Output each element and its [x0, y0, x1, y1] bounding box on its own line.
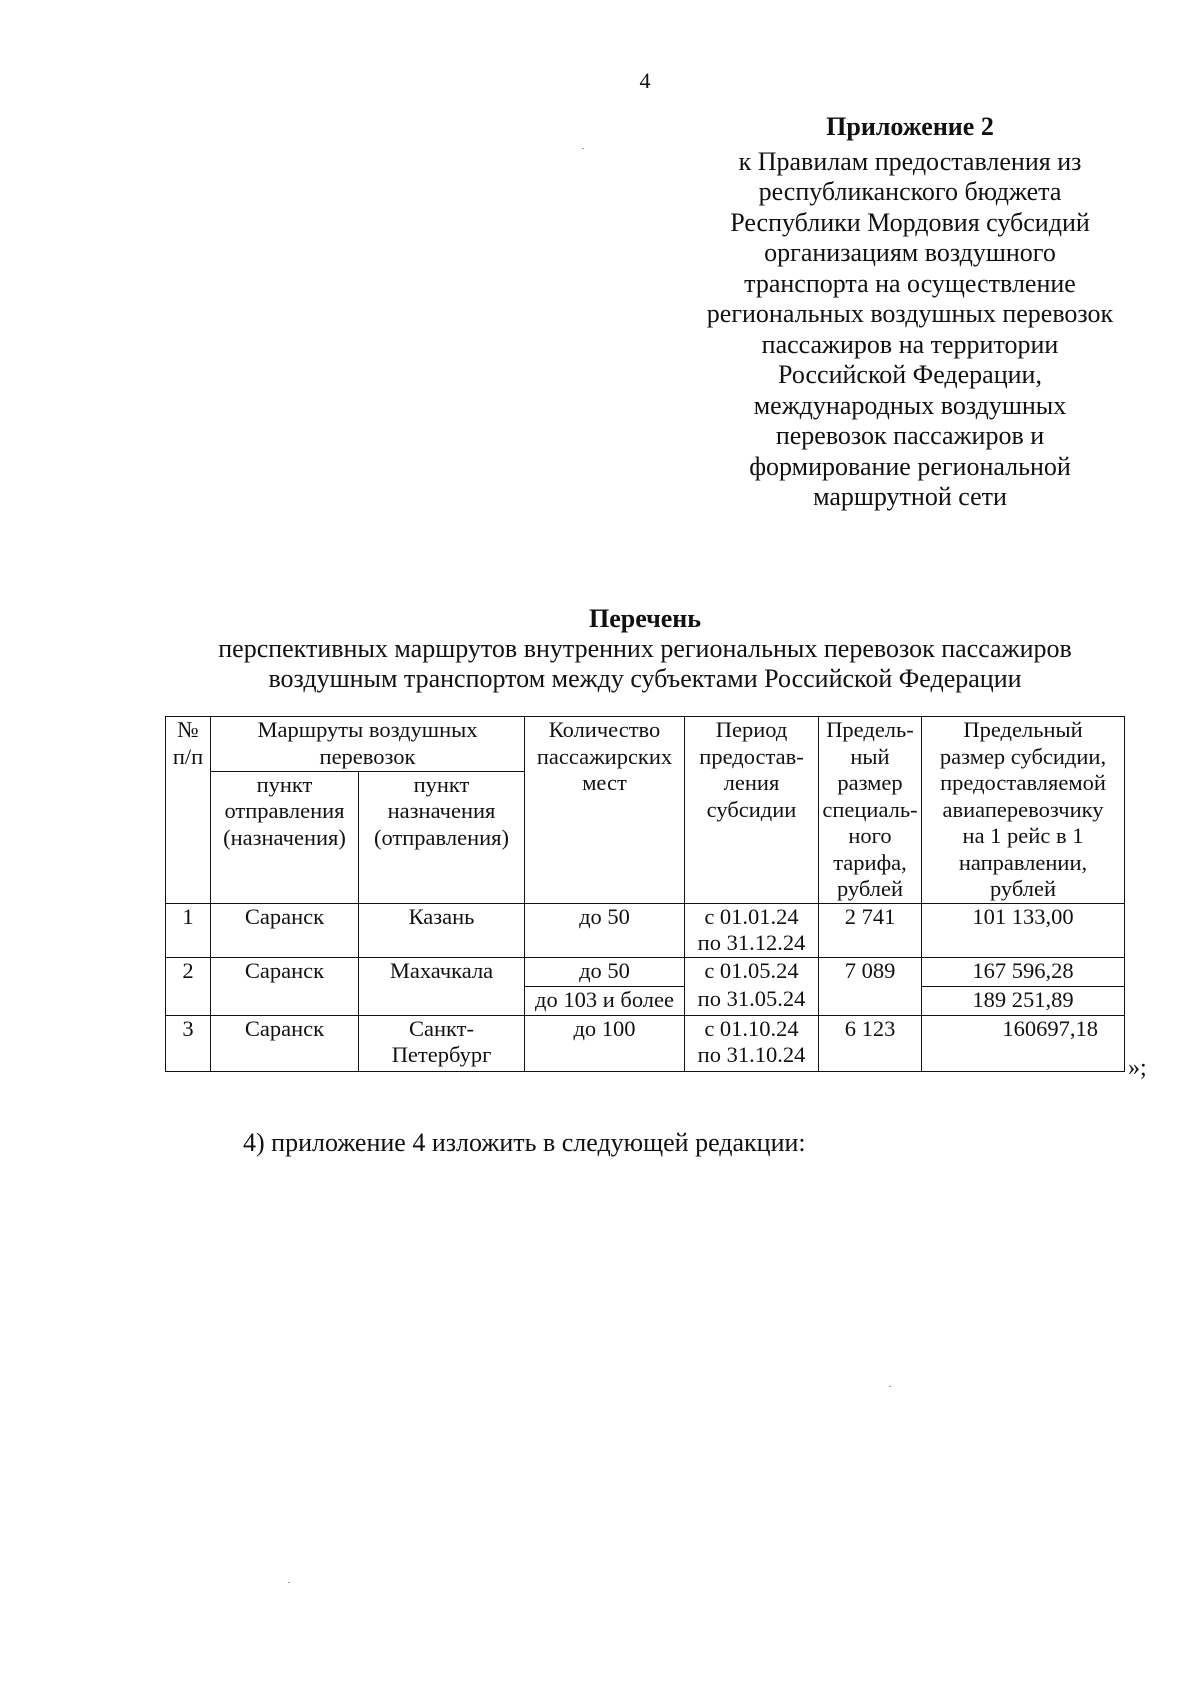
- row-seats-103: до 103 и более: [525, 986, 685, 1015]
- row-subsidy: 101 133,00: [922, 903, 1125, 957]
- appendix-line: перевозок пассажиров и: [775, 421, 1045, 450]
- table-row: [166, 903, 1125, 957]
- row-period-end: по 31.05.24: [685, 986, 819, 1015]
- appendix-line: формирование региональной: [749, 451, 1071, 481]
- table-row: [166, 957, 1125, 986]
- appendix-line: Республики Мордовия субсидий: [730, 207, 1090, 237]
- appendix-line: республиканского бюджета: [758, 177, 1062, 206]
- page-number: 4: [639, 68, 651, 93]
- closing-quote: »;: [1128, 1055, 1147, 1081]
- header-subsidy: Предельный размер субсидии, предоставляемой авиаперевозчику на 1 рейс в 1 направлении, рублей: [922, 717, 1125, 904]
- amendment-instruction: 4) приложение 4 изложить в следующей редакции:: [243, 1128, 806, 1157]
- row-subsidy-103: 189 251,89: [922, 986, 1125, 1015]
- row-tariff: 2 741: [819, 903, 922, 957]
- appendix-line: к Правилам предоставления из: [738, 146, 1082, 176]
- list-subtitle-line: перспективных маршрутов внутренних региональных перевозок пассажиров: [218, 634, 1072, 663]
- table-row: [166, 1015, 1125, 1071]
- row-subsidy: 160697,18: [922, 1015, 1125, 1071]
- row-tariff: 7 089: [819, 957, 922, 1015]
- row-seats-50: до 50: [525, 957, 685, 986]
- header-tariff: Предель- ный размер специаль- ного тарифа, рублей: [819, 717, 922, 904]
- list-heading: [130, 604, 1160, 694]
- row-number: 1: [166, 903, 211, 957]
- row-period-start: с 01.05.24: [685, 957, 819, 986]
- appendix-line: региональных воздушных перевозок: [706, 299, 1114, 328]
- list-title: Перечень: [588, 604, 702, 633]
- scan-speck: [889, 1386, 891, 1387]
- appendix-line: Российской Федерации,: [778, 360, 1042, 389]
- header-routes: Маршруты воздушных перевозок: [211, 717, 525, 772]
- header-seats: Количество пассажирских мест: [525, 717, 685, 904]
- appendix-line: маршрутной сети: [813, 482, 1007, 511]
- list-subtitle-line: воздушным транспортом между субъектами Российской Федерации: [268, 664, 1022, 693]
- row-number: 3: [166, 1015, 211, 1071]
- row-seats: до 100: [525, 1015, 685, 1071]
- appendix-line: международных воздушных: [753, 390, 1067, 420]
- row-to: Казань: [359, 903, 525, 957]
- row-number: 2: [166, 957, 211, 1015]
- row-period: с 01.10.24 по 31.10.24: [685, 1015, 819, 1071]
- appendix-line: пассажиров на территории: [761, 329, 1059, 359]
- row-from: Саранск: [211, 903, 359, 957]
- row-subsidy-50: 167 596,28: [922, 957, 1125, 986]
- header-period: Период предостав- ления субсидии: [685, 717, 819, 904]
- header-number: № п/п: [166, 717, 211, 904]
- row-period: с 01.01.24 по 31.12.24: [685, 903, 819, 957]
- appendix-line: организациям воздушного: [764, 238, 1056, 267]
- row-seats: до 50: [525, 903, 685, 957]
- row-tariff: 6 123: [819, 1015, 922, 1071]
- row-from: Саранск: [211, 957, 359, 1015]
- scan-speck: [288, 1582, 290, 1583]
- scan-speck: [582, 148, 584, 149]
- row-to: Санкт- Петербург: [359, 1015, 525, 1071]
- table-header-row: [166, 717, 1125, 772]
- row-from: Саранск: [211, 1015, 359, 1071]
- header-departure: пункт отправления (назначения): [211, 771, 359, 903]
- appendix-title: Приложение 2: [826, 112, 994, 141]
- row-to: Махачкала: [359, 957, 525, 1015]
- appendix-heading: [640, 112, 1180, 513]
- appendix-line: транспорта на осуществление: [744, 268, 1076, 298]
- routes-table: [165, 716, 1125, 1072]
- header-destination: пункт назначения (отправления): [359, 771, 525, 903]
